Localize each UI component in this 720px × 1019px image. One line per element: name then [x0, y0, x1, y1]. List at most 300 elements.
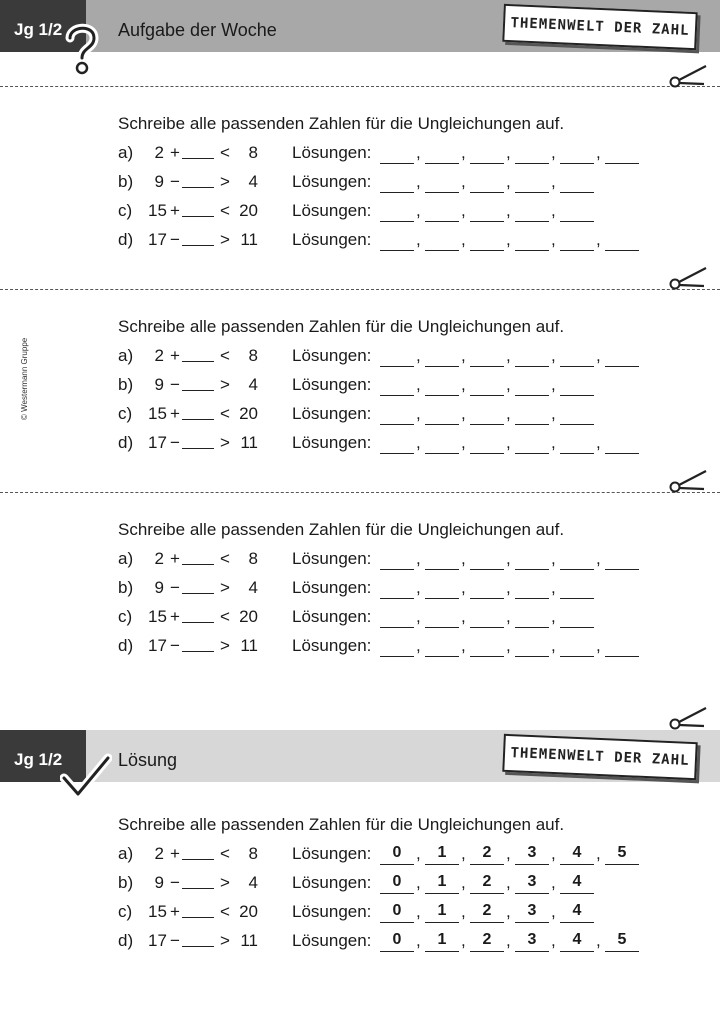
answer-slot: 0: [380, 931, 414, 952]
separator: ,: [416, 873, 421, 892]
answer-slot: 4: [560, 931, 594, 952]
task-label: d): [118, 636, 134, 655]
answer-slot[interactable]: [470, 230, 504, 251]
solutions-label: Lösungen:: [292, 844, 372, 863]
answer-slot[interactable]: [515, 549, 549, 570]
relation-sign: <: [220, 844, 230, 863]
task-label: c): [118, 607, 133, 626]
separator: ,: [551, 636, 556, 655]
second-operand: 8: [248, 549, 258, 568]
first-operand: 17: [148, 636, 167, 655]
separator: ,: [596, 346, 601, 365]
answer-slot[interactable]: [605, 230, 639, 251]
first-operand: 9: [154, 873, 164, 892]
relation-sign: <: [220, 607, 230, 626]
relation-sign: <: [220, 404, 230, 423]
answer-slot[interactable]: [470, 607, 504, 628]
separator: ,: [416, 346, 421, 365]
separator: ,: [461, 230, 466, 249]
answer-slot[interactable]: [425, 404, 459, 425]
blank-line[interactable]: [182, 158, 214, 159]
blank-line[interactable]: [182, 245, 214, 246]
answer-slot[interactable]: [605, 346, 639, 367]
answer-slot[interactable]: [380, 172, 414, 193]
separator: ,: [506, 902, 511, 921]
answer-slot[interactable]: [425, 636, 459, 657]
blank-line[interactable]: [182, 593, 214, 594]
second-operand: 8: [248, 844, 258, 863]
separator: ,: [596, 549, 601, 568]
answer-slot[interactable]: [605, 636, 639, 657]
blank-line[interactable]: [182, 187, 214, 188]
separator: ,: [551, 873, 556, 892]
blank-line: [182, 888, 214, 889]
answer-slot: 0: [380, 873, 414, 894]
inequality-row: [118, 636, 678, 658]
inequality-row: [118, 607, 678, 629]
separator: ,: [506, 433, 511, 452]
cut-line: [0, 86, 720, 87]
separator: ,: [461, 636, 466, 655]
separator: ,: [506, 549, 511, 568]
task-prompt: Schreibe alle passenden Zahlen für die Ungleichungen auf.: [118, 815, 565, 834]
operator: −: [170, 230, 180, 249]
scissors-icon: [668, 467, 708, 493]
answer-slot[interactable]: [560, 143, 594, 164]
answer-slot[interactable]: [380, 404, 414, 425]
separator: ,: [506, 172, 511, 191]
separator: ,: [416, 931, 421, 950]
solutions-label: Lösungen:: [292, 143, 372, 162]
solutions-label: Lösungen:: [292, 902, 372, 921]
inequality-row: [118, 230, 678, 252]
answer-slot: 4: [560, 844, 594, 865]
blank-line[interactable]: [182, 651, 214, 652]
answer-slot[interactable]: [560, 578, 594, 599]
separator: ,: [461, 607, 466, 626]
answer-slot[interactable]: [380, 549, 414, 570]
separator: ,: [461, 549, 466, 568]
first-operand: 17: [148, 433, 167, 452]
inequality-row: [118, 375, 678, 397]
inequality-row: [118, 902, 678, 924]
separator: ,: [551, 404, 556, 423]
separator: ,: [461, 578, 466, 597]
answer-slot[interactable]: [470, 433, 504, 454]
second-operand: 11: [240, 636, 258, 655]
operator: +: [170, 844, 180, 863]
separator: ,: [551, 549, 556, 568]
inequality-row: [118, 433, 678, 455]
relation-sign: >: [220, 172, 230, 191]
answer-slot[interactable]: [470, 375, 504, 396]
separator: ,: [506, 404, 511, 423]
first-operand: 9: [154, 578, 164, 597]
separator: ,: [416, 549, 421, 568]
answer-slot[interactable]: [425, 578, 459, 599]
answer-slot[interactable]: [515, 346, 549, 367]
second-operand: 20: [239, 902, 258, 921]
separator: ,: [461, 844, 466, 863]
operator: −: [170, 578, 180, 597]
separator: ,: [506, 578, 511, 597]
solution-title: Lösung: [118, 750, 178, 770]
scissors-icon: [668, 62, 708, 88]
separator: ,: [596, 143, 601, 162]
separator: ,: [416, 433, 421, 452]
operator: +: [170, 549, 180, 568]
answer-slot: 3: [515, 931, 549, 952]
answer-slot: 2: [470, 873, 504, 894]
task-label: a): [118, 346, 134, 365]
separator: ,: [461, 143, 466, 162]
separator: ,: [416, 902, 421, 921]
blank-line[interactable]: [182, 216, 214, 217]
solutions-label: Lösungen:: [292, 172, 372, 191]
answer-slot[interactable]: [470, 404, 504, 425]
blank-line: [182, 946, 214, 947]
separator: ,: [506, 873, 511, 892]
answer-slot[interactable]: [470, 636, 504, 657]
separator: ,: [551, 902, 556, 921]
answer-slot[interactable]: [380, 201, 414, 222]
solutions-label: Lösungen:: [292, 375, 372, 394]
blank-line[interactable]: [182, 622, 214, 623]
separator: ,: [461, 346, 466, 365]
second-operand: 8: [248, 346, 258, 365]
task-label: b): [118, 375, 134, 394]
second-operand: 11: [240, 433, 258, 452]
answer-slot[interactable]: [470, 172, 504, 193]
answer-slot[interactable]: [605, 549, 639, 570]
scissors-icon: [668, 704, 708, 730]
answer-slot[interactable]: [515, 636, 549, 657]
answer-slot[interactable]: [560, 433, 594, 454]
answer-slot[interactable]: [560, 230, 594, 251]
separator: ,: [461, 433, 466, 452]
separator: ,: [596, 230, 601, 249]
separator: ,: [551, 143, 556, 162]
answer-slot[interactable]: [425, 201, 459, 222]
answer-slot[interactable]: [605, 433, 639, 454]
operator: −: [170, 172, 180, 191]
relation-sign: >: [220, 375, 230, 394]
second-operand: 4: [248, 172, 258, 191]
separator: ,: [461, 404, 466, 423]
blank-line[interactable]: [182, 448, 214, 449]
answer-slot[interactable]: [515, 230, 549, 251]
relation-sign: >: [220, 931, 230, 950]
task-label: b): [118, 172, 134, 191]
separator: ,: [596, 636, 601, 655]
solutions-label: Lösungen:: [292, 230, 372, 249]
first-operand: 15: [148, 607, 167, 626]
separator: ,: [506, 931, 511, 950]
cut-line: [0, 289, 720, 290]
answer-slot[interactable]: [560, 172, 594, 193]
answer-slot: 4: [560, 902, 594, 923]
blank-line[interactable]: [182, 390, 214, 391]
answer-slot: 4: [560, 873, 594, 894]
first-operand: 15: [148, 201, 167, 220]
inequality-row: [118, 172, 678, 194]
task-label: a): [118, 549, 134, 568]
answer-slot[interactable]: [380, 230, 414, 251]
separator: ,: [596, 433, 601, 452]
first-operand: 15: [148, 902, 167, 921]
second-operand: 4: [248, 578, 258, 597]
inequality-row: [118, 931, 678, 953]
separator: ,: [416, 201, 421, 220]
scissors-icon: [668, 264, 708, 290]
solutions-label: Lösungen:: [292, 404, 372, 423]
answer-slot[interactable]: [560, 636, 594, 657]
operator: −: [170, 931, 180, 950]
separator: ,: [551, 172, 556, 191]
relation-sign: <: [220, 201, 230, 220]
inequality-row: [118, 873, 678, 895]
answer-slot[interactable]: [515, 143, 549, 164]
answer-slot[interactable]: [605, 143, 639, 164]
second-operand: 4: [248, 375, 258, 394]
worksheet-header: [0, 0, 720, 52]
answer-slot[interactable]: [560, 375, 594, 396]
answer-slot: 1: [425, 844, 459, 865]
separator: ,: [596, 844, 601, 863]
separator: ,: [416, 143, 421, 162]
task-label: c): [118, 404, 133, 423]
checkmark-icon: [60, 752, 112, 800]
answer-slot[interactable]: [380, 636, 414, 657]
answer-slot: 2: [470, 902, 504, 923]
separator: ,: [596, 931, 601, 950]
answer-slot[interactable]: [380, 143, 414, 164]
operator: +: [170, 607, 180, 626]
operator: +: [170, 346, 180, 365]
operator: +: [170, 902, 180, 921]
operator: −: [170, 433, 180, 452]
first-operand: 17: [148, 931, 167, 950]
separator: ,: [551, 346, 556, 365]
task-prompt: Schreibe alle passenden Zahlen für die Ungleichungen auf.: [118, 317, 565, 336]
blank-line: [182, 859, 214, 860]
task-label: c): [118, 902, 133, 921]
answer-slot[interactable]: [425, 549, 459, 570]
second-operand: 11: [240, 931, 258, 950]
answer-slot[interactable]: [470, 201, 504, 222]
answer-slot: 2: [470, 931, 504, 952]
operator: +: [170, 404, 180, 423]
page-title: Aufgabe der Woche: [118, 20, 277, 40]
answer-slot[interactable]: [515, 404, 549, 425]
answer-slot[interactable]: [425, 172, 459, 193]
inequality-row: [118, 578, 678, 600]
separator: ,: [461, 172, 466, 191]
relation-sign: >: [220, 578, 230, 597]
second-operand: 8: [248, 143, 258, 162]
grade-label: Jg 1/2: [14, 750, 63, 769]
blank-line[interactable]: [182, 419, 214, 420]
answer-slot[interactable]: [470, 549, 504, 570]
answer-slot[interactable]: [560, 201, 594, 222]
answer-slot[interactable]: [425, 143, 459, 164]
inequality-row: [118, 346, 678, 368]
operator: −: [170, 375, 180, 394]
relation-sign: <: [220, 346, 230, 365]
solutions-label: Lösungen:: [292, 636, 372, 655]
answer-slot[interactable]: [425, 607, 459, 628]
question-mark-icon: [62, 22, 102, 76]
separator: ,: [416, 578, 421, 597]
answer-slot[interactable]: [470, 143, 504, 164]
answer-slot[interactable]: [380, 346, 414, 367]
separator: ,: [416, 844, 421, 863]
grade-label: Jg 1/2: [14, 20, 63, 39]
task-prompt: Schreibe alle passenden Zahlen für die Ungleichungen auf.: [118, 520, 565, 539]
task-label: c): [118, 201, 133, 220]
solutions-label: Lösungen:: [292, 549, 372, 568]
first-operand: 2: [154, 549, 164, 568]
answer-slot: 3: [515, 902, 549, 923]
separator: ,: [506, 375, 511, 394]
separator: ,: [506, 844, 511, 863]
second-operand: 4: [248, 873, 258, 892]
solutions-label: Lösungen:: [292, 433, 372, 452]
inequality-row: [118, 201, 678, 223]
second-operand: 20: [239, 607, 258, 626]
cut-line: [0, 492, 720, 493]
first-operand: 2: [154, 143, 164, 162]
answer-slot[interactable]: [470, 346, 504, 367]
answer-slot: 3: [515, 873, 549, 894]
separator: ,: [506, 636, 511, 655]
answer-slot: 1: [425, 931, 459, 952]
solutions-label: Lösungen:: [292, 873, 372, 892]
task-label: d): [118, 433, 134, 452]
separator: ,: [551, 578, 556, 597]
answer-slot[interactable]: [560, 607, 594, 628]
separator: ,: [416, 375, 421, 394]
task-label: b): [118, 578, 134, 597]
relation-sign: >: [220, 230, 230, 249]
answer-slot[interactable]: [380, 607, 414, 628]
relation-sign: >: [220, 433, 230, 452]
first-operand: 2: [154, 844, 164, 863]
separator: ,: [551, 201, 556, 220]
second-operand: 20: [239, 201, 258, 220]
blank-line[interactable]: [182, 361, 214, 362]
first-operand: 9: [154, 375, 164, 394]
solutions-label: Lösungen:: [292, 578, 372, 597]
task-label: d): [118, 931, 134, 950]
operator: −: [170, 873, 180, 892]
separator: ,: [506, 143, 511, 162]
answer-slot[interactable]: [425, 346, 459, 367]
first-operand: 9: [154, 172, 164, 191]
relation-sign: >: [220, 873, 230, 892]
answer-slot[interactable]: [425, 433, 459, 454]
answer-slot[interactable]: [380, 375, 414, 396]
answer-slot[interactable]: [515, 172, 549, 193]
relation-sign: >: [220, 636, 230, 655]
separator: ,: [551, 230, 556, 249]
brand-stamp: THEMENWELT DER ZAHL: [502, 4, 697, 50]
answer-slot[interactable]: [560, 346, 594, 367]
answer-slot: 0: [380, 844, 414, 865]
solutions-label: Lösungen:: [292, 931, 372, 950]
separator: ,: [551, 931, 556, 950]
separator: ,: [416, 404, 421, 423]
brand-stamp: THEMENWELT DER ZAHL: [502, 734, 697, 780]
separator: ,: [506, 346, 511, 365]
answer-slot: 3: [515, 844, 549, 865]
second-operand: 20: [239, 404, 258, 423]
first-operand: 15: [148, 404, 167, 423]
separator: ,: [416, 607, 421, 626]
answer-slot: 5: [605, 931, 639, 952]
inequality-row: [118, 844, 678, 866]
answer-slot[interactable]: [560, 404, 594, 425]
first-operand: 17: [148, 230, 167, 249]
second-operand: 11: [240, 230, 258, 249]
separator: ,: [506, 230, 511, 249]
task-label: d): [118, 230, 134, 249]
separator: ,: [551, 433, 556, 452]
separator: ,: [506, 201, 511, 220]
answer-slot[interactable]: [380, 433, 414, 454]
solutions-label: Lösungen:: [292, 607, 372, 626]
solutions-label: Lösungen:: [292, 346, 372, 365]
separator: ,: [461, 931, 466, 950]
first-operand: 2: [154, 346, 164, 365]
answer-slot[interactable]: [470, 578, 504, 599]
inequality-row: [118, 549, 678, 571]
operator: −: [170, 636, 180, 655]
operator: +: [170, 143, 180, 162]
separator: ,: [551, 607, 556, 626]
separator: ,: [551, 844, 556, 863]
answer-slot[interactable]: [425, 375, 459, 396]
task-label: b): [118, 873, 134, 892]
copyright: © Westermann Gruppe: [20, 337, 29, 420]
answer-slot: 1: [425, 873, 459, 894]
answer-slot: 5: [605, 844, 639, 865]
separator: ,: [461, 201, 466, 220]
answer-slot: 0: [380, 902, 414, 923]
task-label: a): [118, 844, 134, 863]
answer-slot[interactable]: [425, 230, 459, 251]
separator: ,: [551, 375, 556, 394]
answer-slot[interactable]: [380, 578, 414, 599]
answer-slot[interactable]: [515, 433, 549, 454]
separator: ,: [416, 636, 421, 655]
relation-sign: <: [220, 902, 230, 921]
task-label: a): [118, 143, 134, 162]
separator: ,: [461, 873, 466, 892]
separator: ,: [416, 172, 421, 191]
blank-line[interactable]: [182, 564, 214, 565]
separator: ,: [506, 607, 511, 626]
blank-line: [182, 917, 214, 918]
answer-slot[interactable]: [515, 201, 549, 222]
inequality-row: [118, 143, 678, 165]
separator: ,: [461, 902, 466, 921]
answer-slot[interactable]: [515, 607, 549, 628]
answer-slot[interactable]: [515, 375, 549, 396]
answer-slot[interactable]: [560, 549, 594, 570]
answer-slot[interactable]: [515, 578, 549, 599]
inequality-row: [118, 404, 678, 426]
